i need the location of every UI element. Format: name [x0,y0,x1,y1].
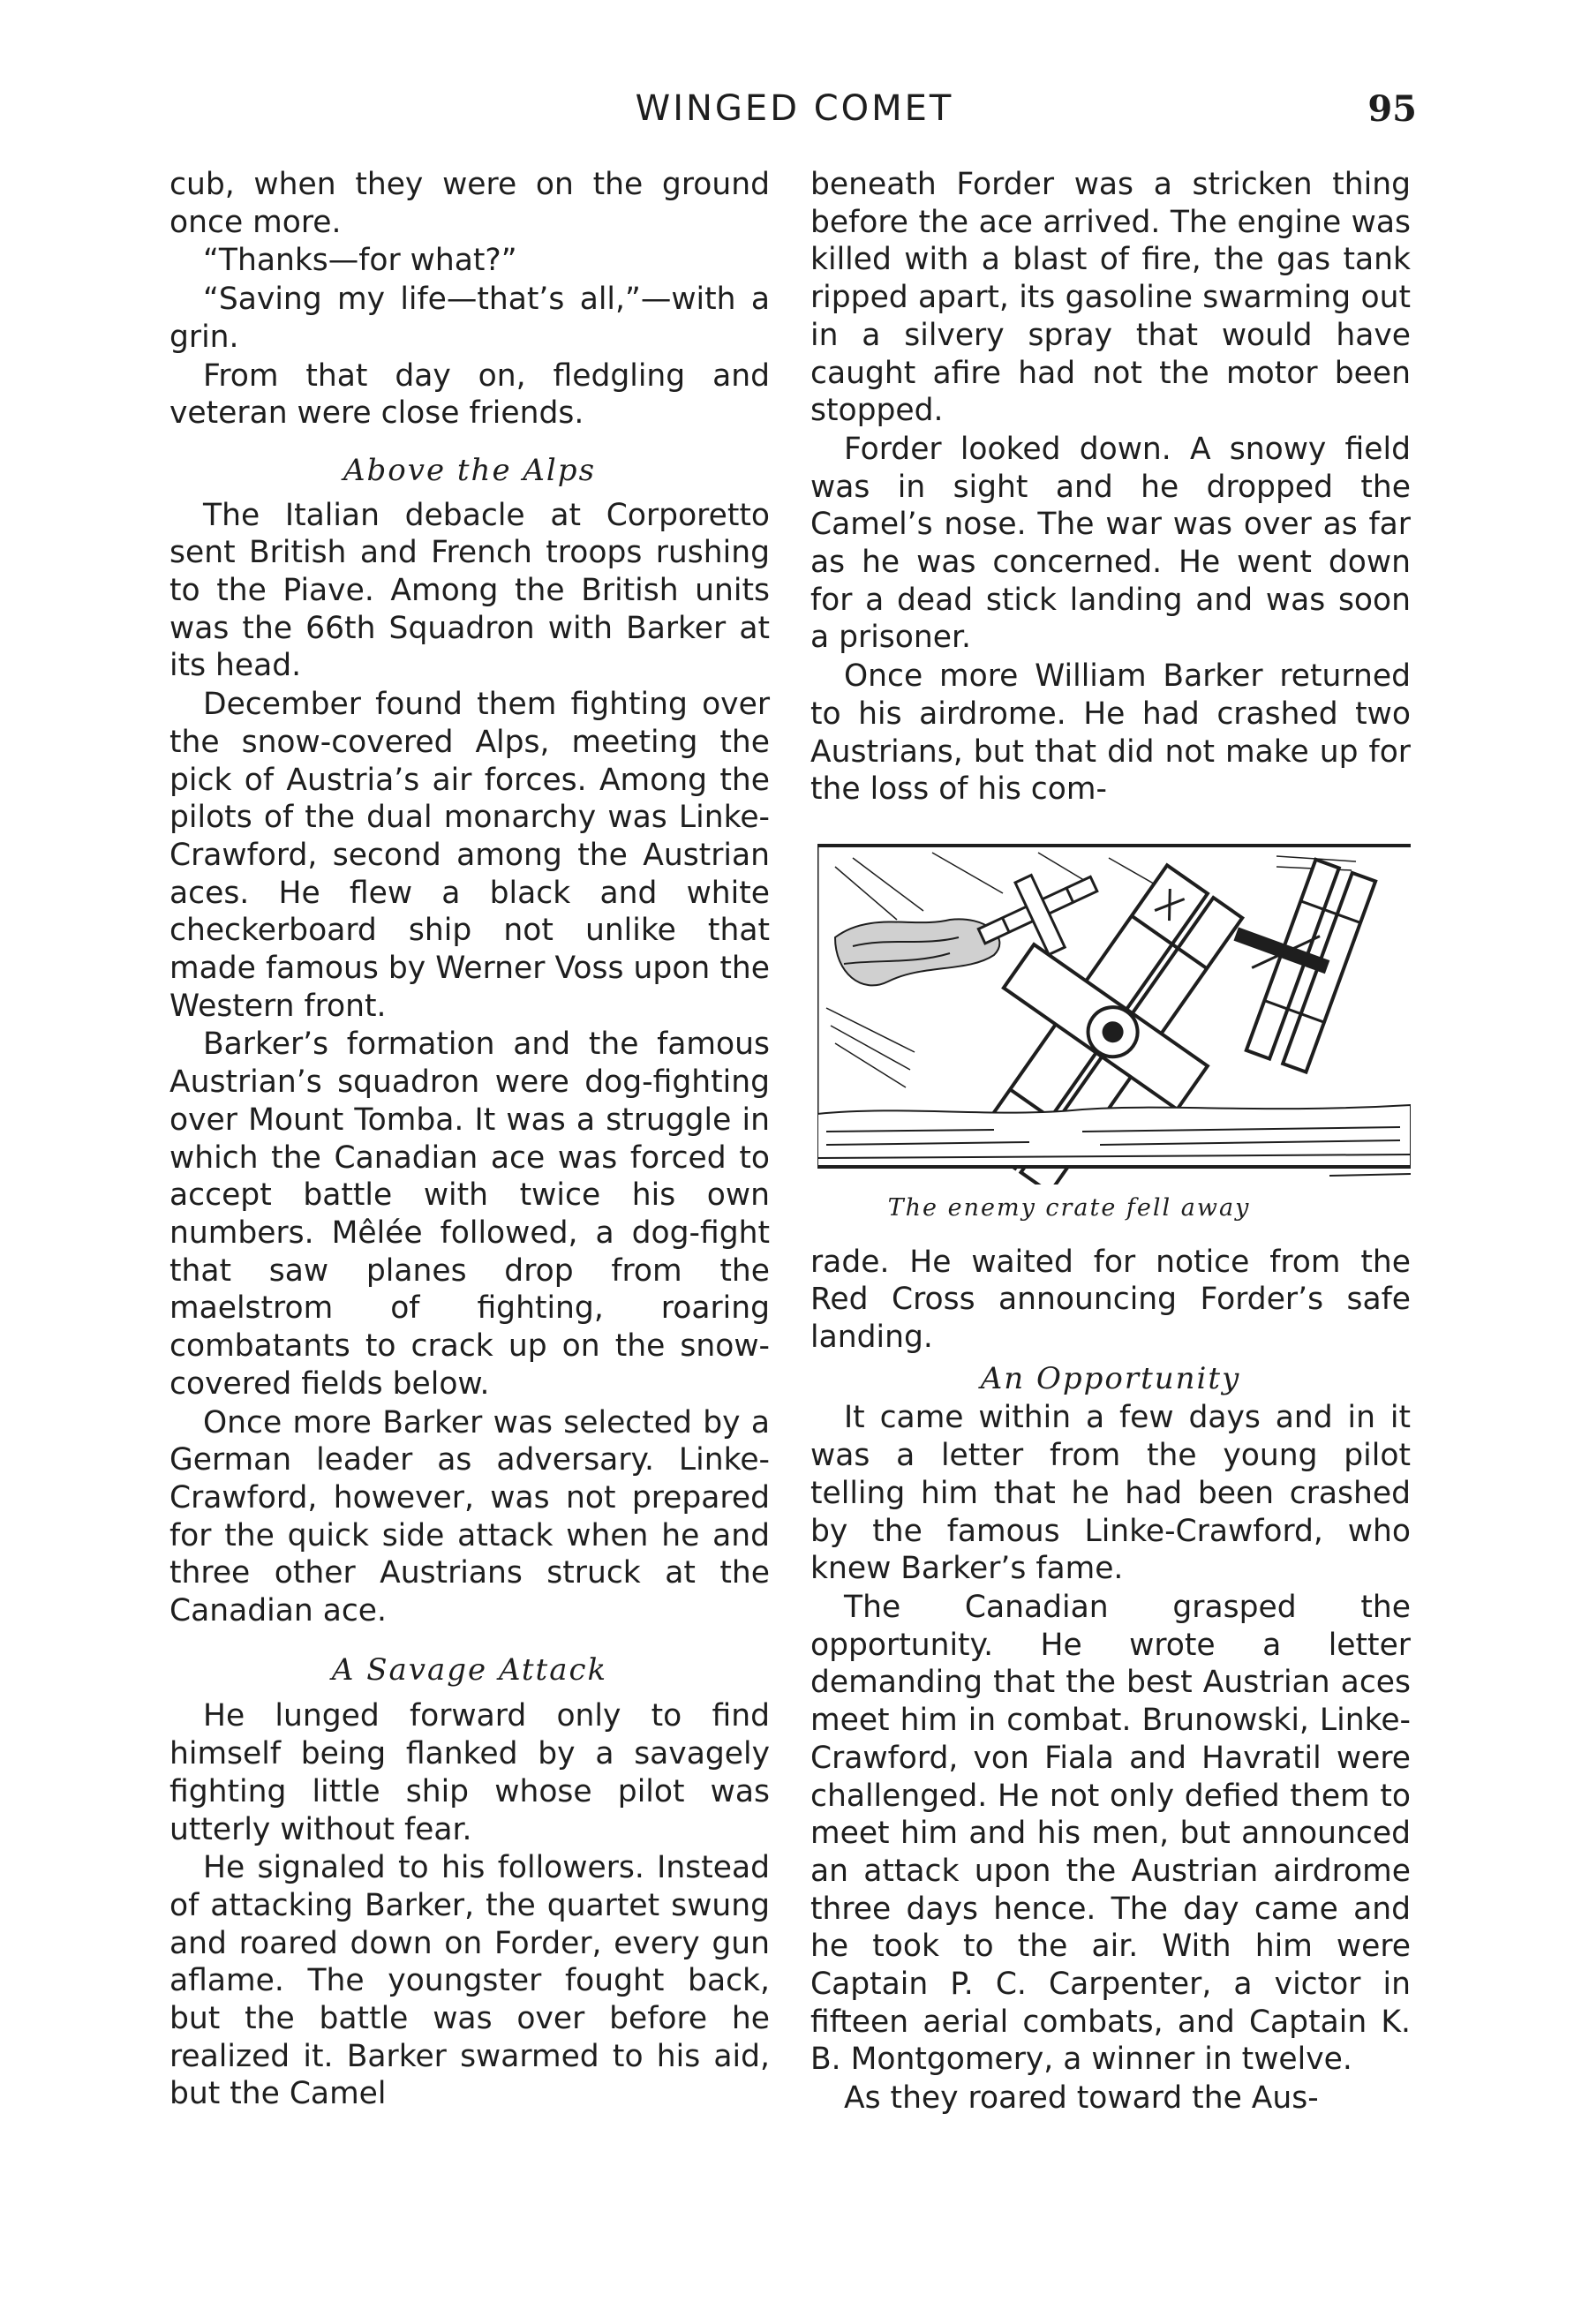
paragraph: Once more William Barker returned to his airdrome. He had crashed two Austrians, but that did not make up for the loss of his com- [810,658,1411,808]
section-heading: An Opportunity [980,1360,1241,1396]
paragraph: “Thanks—for what?” [203,243,517,279]
paragraph: Once more Barker was selected by a German leader as adversary. Linke-Crawford, however, was not prepared for the quick side attack when he and three other Austrians struck at the Canadian ace. [169,1404,770,1629]
paragraph: From that day on, fledgling and veteran were close friends. [169,357,770,432]
paragraph: December found them fighting over the snow-covered Alps, meeting the pick of Austria’s air forces. Among the pilots of the dual monarchy was Linke-Crawford, second among the Austrian aces. He flew a black and white checkerboard ship not unlike that made famous by Werner Voss upon the Western front. [169,687,770,1024]
section-heading: Above the Alps [343,452,597,488]
paragraph: As they roared toward the Aus- [844,2080,1319,2117]
paragraph: Barker’s formation and the famous Austrian’s squadron were dog-fighting over Mount Tomba. It was a struggle in which the Canadian ace was forced to accept battle with twice his own numbers. Mêlée followed, a dog-fight that saw planes drop from the maelstrom of fighting, roaring combatants to crack up on the snow-covered fields below. [169,1027,770,1402]
figure-caption: The enemy crate fell away [887,1193,1251,1222]
paragraph: beneath Forder was a stricken thing before the ace arrived. The engine was killed with a blast of fire, the gas tank ripped apart, its gasoline swarming out in a silvery spray that would have caught afire had not the motor been stopped. [810,167,1411,429]
paragraph: Forder looked down. A snowy field was in sight and he dropped the Camel’s nose. The war was over as far as he was concerned. He went down for a dead stick landing and was soon a prisoner. [810,431,1411,656]
paragraph: It came within a few days and in it was a letter from the young pilot telling him that he had been crashed by the famous Linke-Crawford, who knew Barker’s fame. [810,1400,1411,1587]
paragraph: rade. He waited for notice from the Red Cross announcing Forder’s safe landing. [810,1244,1411,1356]
running-title: WINGED COMET [635,88,954,129]
page-header [0,88,1589,141]
paragraph: “Saving my life—that’s all,”—with a grin. [169,282,770,355]
paragraph: cub, when they were on the ground once more. [169,167,770,240]
left-column [169,166,770,2114]
paragraph: He lunged forward only to find himself being flanked by a savagely fighting little ship whose pilot was utterly without fear. [169,1698,770,1847]
page-number: 95 [1367,88,1417,130]
section-heading: A Savage Attack [331,1651,608,1688]
dogfight-illustration [817,840,1411,1185]
paragraph: The Italian debacle at Corporetto sent British and French troops rushing to the Piave. Among the British units was the 66th Squadron with Barker at its head. [169,497,770,684]
illustration [817,840,1411,1228]
paragraph: He signaled to his followers. Instead of attacking Barker, the quartet swung and roared down on Forder, every gun aflame. The youngster fought back, but the battle was over before he realized it. Barker swarmed to his aid, but the Camel [169,1850,770,2112]
right-column [810,166,1411,2118]
paragraph: The Canadian grasped the opportunity. He wrote a letter demanding that the best Austrian aces meet him in combat. Brunowski, Linke-Crawford, von Fiala and Havratil were challenged. He not only defied them to meet him and his men, but announced an attack upon the Austrian airdrome three days hence. The day came and he took to the air. With him were Captain P. C. Carpenter, a victor in fifteen aerial combats, and Captain K. B. Montgomery, a winner in twelve. [810,1589,1411,2078]
